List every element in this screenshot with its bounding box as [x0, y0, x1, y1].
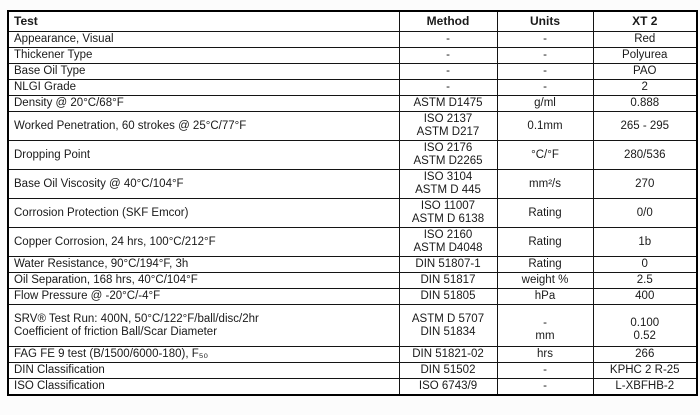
- xt2-value-cell: [593, 363, 697, 379]
- test-cell: [8, 289, 399, 305]
- test-cell-line: SRV® Test Run: 400N, 50°C/122°F/ball/disc/2hr: [14, 312, 259, 325]
- units-cell: [497, 347, 593, 363]
- table-row: [8, 64, 697, 80]
- units-cell-line: mm²/s: [529, 177, 561, 190]
- units-cell: [497, 273, 593, 289]
- xt2-value-cell-line: 265 - 295: [620, 119, 670, 132]
- test-cell: [8, 80, 399, 96]
- table-row: [8, 170, 697, 199]
- method-cell: [399, 170, 497, 199]
- method-cell: [399, 141, 497, 170]
- method-cell-line: ISO 2137: [423, 113, 473, 125]
- units-cell-line: -: [543, 317, 547, 329]
- units-cell-line: hPa: [534, 290, 556, 302]
- table-row: [8, 112, 697, 141]
- xt2-value-cell-line: 0/0: [636, 206, 653, 219]
- xt2-value-cell-line: 0: [641, 258, 648, 270]
- xt2-value-cell-line: KPHC 2 R-25: [609, 364, 680, 376]
- method-cell-line: ISO 2176: [423, 142, 473, 154]
- table-row: [8, 80, 697, 96]
- xt2-value-cell: [593, 96, 697, 112]
- test-cell-line: Dropping Point: [14, 148, 91, 161]
- units-cell-line: hrs: [537, 348, 553, 360]
- method-cell: [399, 64, 497, 80]
- method-cell-line: ASTM D1475: [413, 97, 483, 109]
- method-cell-line: ASTM D2265: [413, 155, 483, 167]
- units-cell-line: 0.1mm: [527, 119, 563, 132]
- method-cell: [399, 228, 497, 257]
- header-row: [8, 11, 697, 32]
- xt2-value-cell-line: L-XBFHB-2: [615, 380, 675, 392]
- units-cell: [497, 170, 593, 199]
- units-cell: [497, 289, 593, 305]
- units-cell-line: -: [543, 380, 547, 392]
- units-cell-line: -: [543, 49, 547, 61]
- xt2-value-cell-line: 0.100: [630, 317, 660, 329]
- xt2-value-cell-line: 1b: [638, 235, 652, 248]
- xt2-value-cell: [593, 112, 697, 141]
- table-row: [8, 257, 697, 273]
- units-cell: [497, 379, 593, 396]
- method-cell-line: DIN 51502: [420, 364, 476, 376]
- units-cell-line: °C/°F: [531, 148, 559, 161]
- table-row: [8, 379, 697, 396]
- units-cell-line: g/ml: [534, 97, 556, 109]
- table-row: [8, 141, 697, 170]
- test-cell-line: Coefficient of friction Ball/Scar Diameter: [14, 325, 218, 338]
- xt2-value-cell-line: 266: [635, 348, 655, 360]
- test-cell: [8, 228, 399, 257]
- xt2-value-cell-line: 400: [635, 290, 655, 302]
- table-body: [8, 32, 697, 396]
- xt2-value-cell: [593, 170, 697, 199]
- spec-sheet: [7, 10, 696, 396]
- test-cell-line: Copper Corrosion, 24 hrs, 100°C/212°F: [14, 235, 216, 248]
- test-cell-line: Density @ 20°C/68°F: [14, 97, 124, 109]
- method-cell-line: ASTM D4048: [413, 242, 483, 254]
- xt2-value-cell-line: 280/536: [623, 148, 666, 161]
- units-cell: [497, 80, 593, 96]
- method-cell: [399, 257, 497, 273]
- test-cell: [8, 170, 399, 199]
- test-cell: [8, 273, 399, 289]
- units-cell: [497, 112, 593, 141]
- xt2-value-cell: [593, 347, 697, 363]
- test-cell: [8, 363, 399, 379]
- xt2-value-cell: [593, 48, 697, 64]
- method-cell-line: ISO 2160: [423, 229, 473, 241]
- method-cell: [399, 305, 497, 347]
- units-cell-line: Rating: [528, 258, 562, 270]
- xt2-value-cell: [593, 379, 697, 396]
- units-cell: [497, 64, 593, 80]
- test-cell-line: Worked Penetration, 60 strokes @ 25°C/77°F: [14, 119, 247, 132]
- method-cell: [399, 199, 497, 228]
- units-cell: [497, 48, 593, 64]
- column-header-units: Units: [497, 11, 593, 32]
- test-cell: [8, 347, 399, 363]
- method-cell-line: -: [446, 81, 450, 93]
- column-header-xt2: XT 2: [593, 11, 697, 32]
- test-cell-line: NLGI Grade: [14, 81, 76, 93]
- method-cell-line: -: [446, 49, 450, 61]
- xt2-value-cell: [593, 257, 697, 273]
- units-cell-line: -: [543, 81, 547, 93]
- method-cell: [399, 96, 497, 112]
- test-cell: [8, 48, 399, 64]
- method-cell-line: ISO 3104: [423, 171, 473, 183]
- test-cell: [8, 257, 399, 273]
- method-cell: [399, 347, 497, 363]
- column-header-method: Method: [399, 11, 497, 32]
- units-cell: [497, 199, 593, 228]
- table-row: [8, 96, 697, 112]
- xt2-value-cell: [593, 32, 697, 48]
- method-cell-line: -: [446, 33, 450, 45]
- test-cell-line: Flow Pressure @ -20°C/-4°F: [14, 290, 161, 302]
- method-cell-line: DIN 51817: [420, 274, 476, 286]
- test-cell: [8, 305, 399, 347]
- test-cell-line: DIN Classification: [14, 364, 105, 376]
- method-cell: [399, 80, 497, 96]
- method-cell-line: ISO 11007: [420, 200, 476, 212]
- xt2-value-cell-line: Red: [634, 33, 656, 45]
- units-cell: [497, 96, 593, 112]
- units-cell-line: mm: [535, 330, 555, 342]
- test-cell-line: Base Oil Type: [14, 65, 86, 77]
- units-cell: [497, 257, 593, 273]
- spec-table: [7, 10, 698, 396]
- method-cell-line: ASTM D 6138: [411, 213, 485, 225]
- xt2-value-cell-line: Polyurea: [622, 49, 668, 61]
- test-cell-line: Water Resistance, 90°C/194°F, 3h: [14, 258, 189, 270]
- xt2-value-cell-line: 2: [641, 81, 648, 93]
- test-cell-line: Thickener Type: [14, 49, 93, 61]
- table-row: [8, 273, 697, 289]
- test-cell: [8, 32, 399, 48]
- test-cell: [8, 199, 399, 228]
- xt2-value-cell-line: 2.5: [636, 274, 653, 286]
- units-cell-line: Rating: [528, 235, 562, 248]
- test-cell: [8, 379, 399, 396]
- xt2-value-cell-line: PAO: [633, 65, 657, 77]
- table-row: [8, 199, 697, 228]
- method-cell-line: ASTM D 445: [415, 184, 481, 196]
- xt2-value-cell: [593, 141, 697, 170]
- method-cell-line: DIN 51807-1: [415, 258, 481, 270]
- method-cell-line: DIN 51834: [420, 325, 476, 338]
- test-cell: [8, 141, 399, 170]
- test-cell-line: Oil Separation, 168 hrs, 40°C/104°F: [14, 274, 198, 286]
- method-cell: [399, 48, 497, 64]
- xt2-value-cell: [593, 228, 697, 257]
- units-cell-line: -: [543, 33, 547, 45]
- test-cell-line: Appearance, Visual: [14, 33, 114, 45]
- xt2-value-cell: [593, 80, 697, 96]
- method-cell-line: DIN 51821-02: [412, 348, 484, 360]
- xt2-value-cell: [593, 289, 697, 305]
- method-cell-line: DIN 51805: [420, 290, 476, 302]
- xt2-value-cell-line: 0.52: [633, 330, 656, 342]
- table-row: [8, 228, 697, 257]
- units-cell: [497, 32, 593, 48]
- method-cell-line: ASTM D 5707: [411, 312, 485, 325]
- units-cell-line: Rating: [528, 206, 562, 219]
- xt2-value-cell: [593, 199, 697, 228]
- test-cell: [8, 64, 399, 80]
- units-cell-line: -: [543, 364, 547, 376]
- method-cell-line: ASTM D217: [416, 126, 480, 138]
- method-cell: [399, 273, 497, 289]
- table-row: [8, 48, 697, 64]
- xt2-value-cell: [593, 305, 697, 347]
- xt2-value-cell: [593, 273, 697, 289]
- method-cell: [399, 379, 497, 396]
- test-cell: [8, 96, 399, 112]
- table-row: [8, 363, 697, 379]
- method-cell-line: ISO 6743/9: [418, 380, 478, 392]
- xt2-value-cell: [593, 64, 697, 80]
- test-cell-line: Corrosion Protection (SKF Emcor): [14, 206, 189, 219]
- method-cell: [399, 363, 497, 379]
- units-cell-line: -: [543, 65, 547, 77]
- column-header-test: Test: [8, 11, 399, 32]
- test-cell-line: ISO Classification: [14, 380, 105, 392]
- test-cell-line: Base Oil Viscosity @ 40°C/104°F: [14, 177, 184, 190]
- units-cell: [497, 363, 593, 379]
- table-row: [8, 32, 697, 48]
- table-header: [8, 11, 697, 32]
- units-cell: [497, 305, 593, 347]
- method-cell: [399, 32, 497, 48]
- table-row: [8, 347, 697, 363]
- xt2-value-cell-line: 0.888: [630, 97, 660, 109]
- method-cell: [399, 289, 497, 305]
- method-cell-line: -: [446, 65, 450, 77]
- method-cell: [399, 112, 497, 141]
- xt2-value-cell-line: 270: [635, 177, 655, 190]
- table-row: [8, 289, 697, 305]
- units-cell: [497, 228, 593, 257]
- units-cell-line: weight %: [521, 274, 569, 286]
- test-cell: [8, 112, 399, 141]
- units-cell: [497, 141, 593, 170]
- table-row: [8, 305, 697, 347]
- test-cell-line: FAG FE 9 test (B/1500/6000-180), F₅₀: [14, 348, 209, 360]
